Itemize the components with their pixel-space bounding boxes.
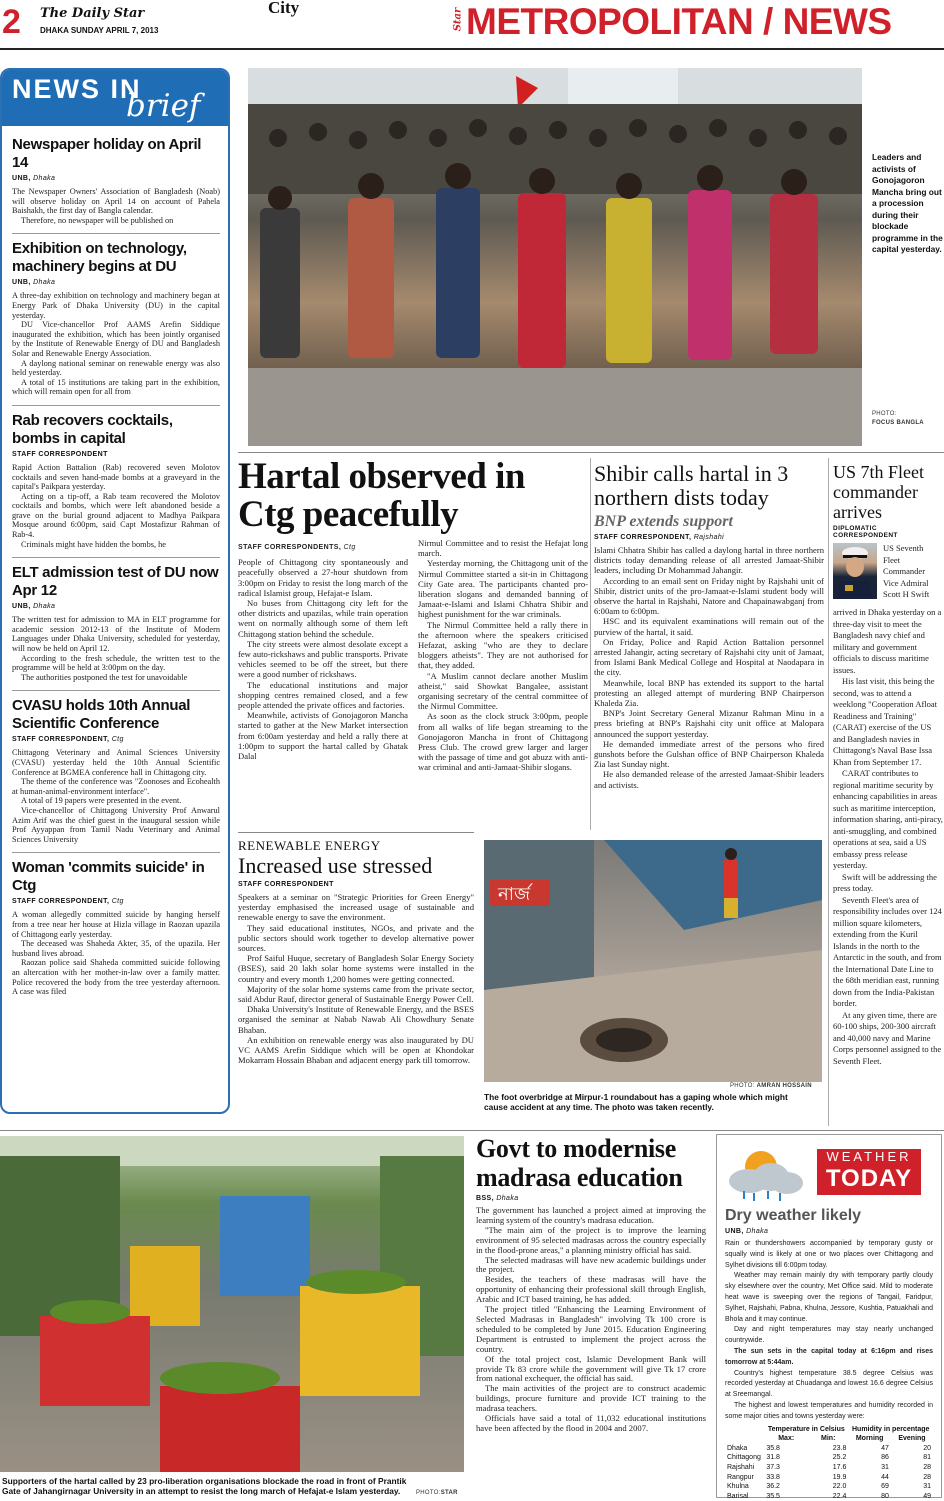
evening-cell: 28 [923, 1463, 931, 1471]
paragraph: According to an email sent on Friday night by Rajshahi unit of Shibir, district units of the pro-Jamaat-e-Islami student body will observe the hartal in Rajshahi, Natore and Chapainawabganj from 6:00am to 6:00pm. [594, 575, 824, 617]
paragraph: "A Muslim cannot declare another Muslim atheist," said Showkat Bangalee, assistant organising secretary of the central committee of the Nirmul Committee. [418, 670, 588, 712]
brief-byline: UNB, [12, 603, 31, 611]
paragraph: "The main aim of the project is to improve the learning environment of 95 selected madrasas across the country especially in the flood-prone areas," a planning ministry official has said. [476, 1224, 706, 1255]
brief-byline: STAFF CORRESPONDENT, [12, 736, 110, 744]
paragraph: On Friday, Police and Rapid Action Battalion personnel arrested Jahangir, acting secretary of Rajshahi city unit of Jamaat, from Islami Bank Medical College and Hospital at Naodapara in the city. [594, 636, 824, 678]
table-group-heading: Temperature in Celsius [767, 1425, 845, 1433]
madrasa-article [476, 1134, 706, 1434]
morning-cell: 86 [881, 1454, 889, 1462]
brief-item [12, 564, 220, 682]
section-banner: METROPOLITAN / NEWS [466, 1, 892, 42]
shibir-subhead: BNP extends support [594, 513, 733, 530]
table-header: Min: [821, 1435, 836, 1443]
brief-item [12, 859, 220, 996]
brief-byline: UNB, [12, 175, 31, 182]
blockade-photo-credit [416, 1490, 458, 1496]
credit-label: PHOTO: [872, 411, 897, 417]
news-in-brief [0, 68, 230, 1114]
min-cell: 22.0 [832, 1483, 847, 1491]
paragraph: People of Chittagong city spontaneously and peacefully observed a 27-hour shutdown from 3:00pm on Friday to resist the long march of the radical Islamist group, Hefajat-e Islam. [238, 557, 408, 598]
credit-label: PHOTO: [416, 1490, 441, 1496]
top-photo-credit [872, 410, 944, 428]
max-cell: 35.8 [766, 1444, 780, 1452]
credit-name: AMRAN HOSSAIN [756, 1083, 812, 1089]
max-cell: 35.5 [766, 1492, 780, 1500]
paragraph: A three-day exhibition on technology and machinery began at Energy Park of Dhaka University (DU) in the capital yesterday. [12, 291, 220, 320]
paragraph: The project titled "Enhancing the Learning Environment of Selected Madrasas in Bangladesh" involving Tk 100 crore is scheduled to be completed by June 2015. Education Engineering Department is entrusted to implement the project across the country. [476, 1304, 706, 1354]
bridge-photo-caption: The foot overbridge at Mirpur-1 roundabout has a gaping whole which might cause accident at any time. The photo was taken recently. [484, 1092, 788, 1112]
wrap-line: Commander [883, 566, 926, 576]
page-number: 2 [2, 3, 21, 41]
blockade-illustration [0, 1136, 464, 1472]
city-cell: Rangpur [727, 1473, 754, 1481]
paragraph: Speakers at a seminar on "Strategic Priorities for Green Energy" yesterday emphasised the increased usage of sustainable and renewable energy to save the environment. [238, 892, 474, 923]
brief-title-a: NEWS IN [12, 74, 142, 104]
paper-name: The Daily Star [40, 6, 145, 21]
paragraph: Weather may remain mainly dry with temporary partly cloudy sky elsewhere over the country, Met Office said. Mild to moderate heat wave is sweeping over the regions of Tangail, Faridpur, Sylhet, Rajshahi, Pabna, Khulna, Jessore, Kushtia, Patuakhali and Bhola and it may continue. [725, 1272, 933, 1323]
brief-item [12, 412, 220, 549]
city-cell: Khulna [727, 1483, 749, 1491]
paragraph: Seventh Fleet's area of responsibility includes over 124 million square kilometers, extending from the Kuril Islands in the north to the Antarctic in the south, and from the International Date Line to the 68th meridian east, running down from the India-Pakistan border. [833, 894, 942, 1008]
brief-place: Ctg [111, 898, 124, 906]
paragraph: The authorities postponed the test for unavoidable [21, 672, 188, 682]
fleet-article [833, 462, 943, 1067]
brief-title-b: brief [126, 88, 201, 124]
fleet-wrap-text [883, 543, 943, 601]
weather-place: Dhaka [746, 1228, 769, 1235]
paragraph: Therefore, no newspaper will be published on [21, 215, 174, 225]
paragraph: The city streets were almost desolate except a few auto-rickshaws and public transports. Private vehicles seemed to be off the street, but there were a good number of rickshaws. [238, 638, 408, 680]
brief-byline: UNB, [12, 279, 31, 287]
renewable-kicker: RENEWABLE ENERGY [238, 838, 381, 853]
city-cell: Barisal [727, 1492, 749, 1500]
divider [12, 557, 220, 558]
evening-cell: 49 [923, 1492, 931, 1500]
paragraph: The theme of the conference was "Zoonoses and Ecohealth at human-animal-environment interface". [12, 777, 220, 796]
hartal-headline: Hartal observed in Ctg peacefully [238, 456, 525, 535]
hartal-place: Ctg [343, 544, 356, 551]
divider [12, 690, 220, 691]
paragraph: arrived in Dhaka yesterday on a three-day visit to meet the Bangladesh navy chief and military and government officials to discuss maritime issues. [833, 607, 942, 675]
dateline: DHAKA SUNDAY APRIL 7, 2013 [40, 26, 159, 35]
shibir-headline: Shibir calls hartal in 3 northern dists today [594, 461, 789, 510]
hartal-byline: STAFF CORRESPONDENTS, [238, 544, 342, 551]
city-cell: Chittagong [727, 1454, 761, 1462]
masthead [0, 0, 944, 50]
hartal-col-2 [418, 538, 588, 773]
blockade-photo-caption: Supporters of the hartal called by 23 pro-liberation organisations blockade the road in front of Prantik Gate of Jahangirnagar University in an attempt to resist the long march of Hefajat-e Islam yesterday. [2, 1476, 407, 1496]
min-cell: 22.4 [832, 1492, 847, 1500]
city-cell: Rajshahi [727, 1463, 755, 1471]
city-cell: Dhaka [727, 1444, 748, 1452]
paragraph: The deceased was Shaheda Akter, 35, of the upazila. Her husband lives abroad. [12, 939, 220, 958]
sun-times: The sun sets in the capital today at 6:16pm and rises tomorrow at 5:44am. [725, 1347, 933, 1366]
brief-item [12, 240, 220, 397]
procession-illustration [248, 68, 862, 446]
paragraph: A woman allegedly committed suicide by hanging herself from a tree near her house at Hizla village in Raozan upazila of Chittagong early yesterday. [12, 910, 220, 939]
admiral-portrait [833, 543, 877, 599]
paragraph: An exhibition on renewable energy was also inaugurated by DU VC AAMS Arefin Siddique which will be open at Khondokar Mokarram Hossain Bhaban and adjacent energy park till tomorrow. [238, 1034, 474, 1066]
paragraph: Raozan police said Shaheda committed suicide following an altercation with her mother-in-law over a family matter. Police recovered the body from the tree yesterday afternoon. A case was filed [12, 958, 220, 997]
section-name: City [268, 0, 300, 17]
weather-header [717, 1135, 941, 1201]
shibir-place: Rajshahi [693, 534, 725, 541]
table-row [725, 1463, 933, 1473]
paragraph: Majority of the solar home systems came from the private sector, said Abdur Rauf, director general of Sustainable Energy Power Cell. [238, 983, 474, 1005]
evening-cell: 20 [923, 1444, 931, 1452]
sun-cloud-icon [723, 1141, 813, 1201]
table-row [725, 1473, 933, 1483]
weather-byline: UNB, [725, 1228, 744, 1235]
paragraph: Acting on a tip-off, a Rab team recovered the Molotov cocktails and bombs, which were left abandoned beside a grave on the burial ground adjacent to Madhya Paikpara Mosque around 6:00pm, said Capt Mostafizur Rahman of Rab-4. [12, 491, 220, 540]
morning-cell: 80 [881, 1492, 889, 1500]
vertical-rule [828, 458, 829, 1126]
paragraph: Officials have said a total of 11,032 educational institutions have been affected by the flood in 2004 and 2007. [476, 1413, 706, 1433]
brief-byline: STAFF CORRESPONDENT [12, 450, 108, 458]
renewable-byline: STAFF CORRESPONDENT [238, 881, 334, 888]
brief-headline: Woman 'commits suicide' in Ctg [12, 859, 205, 895]
weather-banner [817, 1149, 921, 1195]
renewable-headline: Increased use stressed [238, 853, 433, 878]
divider [12, 405, 220, 406]
renewable-article [238, 838, 474, 1065]
max-cell: 36.2 [766, 1483, 780, 1491]
divider [12, 233, 220, 234]
wrap-line: Vice Admiral [883, 577, 929, 588]
table-group-heading: Humidity in percentage [851, 1425, 930, 1433]
paragraph: The educational institutions and major shopping centres remained closed, and a few people attended the private offices and factories. [238, 679, 408, 711]
credit-name: STAR [440, 1490, 458, 1496]
masthead-rule [0, 48, 944, 50]
paragraph: Day and night temperatures may stay nearly unchanged countrywide. [725, 1326, 933, 1345]
paragraph: A total of 15 institutions are taking part in the exhibition, which will remain open for all from [12, 377, 220, 397]
paragraph: Islami Chhatra Shibir has called a daylong hartal in three northern districts today demanding release of all arrested Jamaat-Shibir leaders, including Dr Mohammad Jahangir. [594, 545, 824, 576]
weather-box [716, 1134, 942, 1498]
brief-headline: CVASU holds 10th Annual Scientific Conference [12, 697, 191, 733]
shibir-article [594, 462, 824, 790]
brief-header [2, 70, 228, 126]
shop-sign-text: নার্জ [498, 884, 531, 905]
hartal-article [238, 458, 588, 773]
wrap-line: Scott H Swift [883, 589, 930, 599]
max-cell: 33.8 [766, 1473, 780, 1481]
paragraph: The written test for admission to MA in ELT programme for academic session 2012-13 of the Institute of Modern Languages under Dhaka University, scheduled for yesterday, will now be held on April 12. [12, 615, 220, 654]
paragraph: A total of 19 papers were presented in the event. [21, 796, 182, 806]
paragraph: Prof Saiful Huque, secretary of Bangladesh Solar Energy Society (BSES), said 20 lakh solar home systems were installed in the country and every month 1,200 homes were getting connected. [238, 953, 474, 984]
paragraph: No buses from Chittagong city left for the other districts and upazilas, while train operation went on normally although some of them left Chittagong station behind the schedule. [238, 598, 408, 639]
max-cell: 37.3 [766, 1463, 780, 1471]
divider [0, 1130, 944, 1131]
weather-banner-a: WEATHER [826, 1149, 912, 1164]
brief-place: Dhaka [33, 603, 56, 611]
divider [238, 832, 474, 833]
paragraph: He demanded immediate arrest of the persons who fired gunshots before the Gulshan office of BNP Chairperson Khaleda Zia last Sunday night. [594, 738, 824, 770]
brief-list [2, 126, 228, 997]
brief-item [12, 697, 220, 844]
paragraph: At any given time, there are 60-100 ships, 200-300 aircraft and 40,000 navy and Marine Corps personnel assigned to the Seventh Fleet. [833, 1009, 942, 1066]
paragraph: Vice-chancellor of Chittagong University Prof Anwarul Azim Arif was the chief guest in the inaugural session while Prof Ayyappan from Tamil Nadu Veterinary and Animal Sciences University [12, 805, 220, 844]
paragraph: They said educational institutes, NGOs, and private and the public sectors should work together to develop alternative power sources. [238, 922, 474, 954]
paragraph: He also demanded release of the arrested Jamaat-Shibir leaders and activists. [594, 769, 824, 790]
morning-cell: 31 [881, 1463, 889, 1471]
table-header: Evening [898, 1435, 926, 1443]
paragraph: A daylong national seminar on renewable energy was also held yesterday. [12, 358, 220, 378]
brief-headline: Newspaper holiday on April 14 [12, 136, 202, 171]
paragraph: The government has launched a project aimed at improving the learning system of the country's madrasa education. [476, 1205, 706, 1225]
brief-headline: Exhibition on technology, machinery begins at DU [12, 240, 187, 276]
credit-label: PHOTO: [730, 1083, 755, 1089]
star-logo: Star [452, 7, 464, 32]
paragraph: The highest and lowest temperatures and humidity recorded in some major cities and towns yesterday were: [725, 1401, 933, 1420]
hartal-col-1 [238, 540, 408, 773]
paragraph: Meanwhile, local BNP has extended its support to the hartal protesting an alleged attempt of murdering BNP Chairperson Khaleda Zia. [594, 677, 824, 709]
morning-cell: 47 [881, 1444, 889, 1452]
fleet-headline: US 7th Fleet commander arrives [833, 462, 925, 522]
paragraph: BNP's Joint Secretary General Mizanur Rahman Minu in a press briefing at BNP's Rajshahi city unit office at Malopara announced the support yesterday. [594, 708, 824, 739]
max-cell: 31.8 [766, 1454, 780, 1462]
paragraph: Meanwhile, activists of Gonojagoron Mancha started to gather at the New Market intersection from 6:00am yesterday and held a rally there at 1:00pm to support the hartal called by Ghatak Dalal [238, 710, 408, 762]
paragraph: Of the total project cost, Islamic Development Bank will provide Tk 83 crore while the government will give Tk 17 crore from national exchequer, the official has said. [476, 1353, 706, 1384]
min-cell: 23.8 [832, 1444, 847, 1452]
procession-photo [248, 68, 862, 446]
min-cell: 17.6 [832, 1463, 847, 1471]
brief-place: Dhaka [33, 175, 56, 182]
min-cell: 19.9 [832, 1473, 847, 1481]
fleet-wrap [833, 543, 943, 607]
paragraph: The Nirmul Committee held a rally there in the afternoon where the speakers criticised Hefazat, asking "who are they to declare bloggers atheists". They are not authorised for that, they added. [418, 619, 588, 671]
paragraph: Besides, the teachers of these madrasas will have the opportunity of enhancing their professional skill through English, Arabic and ICT based training, he has added. [476, 1274, 706, 1305]
paragraph: As soon as the clock struck 3:00pm, people from all walks of life began streaming to the Gonojagoron Mancha in front of Chittagong Press Club. The crowd grew larger and larger with the passage of time and got abuzz with anti-war criminal and anti-Jamaat-Shibir slogans. [418, 711, 588, 773]
morning-cell: 69 [881, 1483, 889, 1491]
table-header: Max: [778, 1435, 795, 1443]
table-row [725, 1453, 933, 1463]
brief-byline: STAFF CORRESPONDENT, [12, 898, 110, 906]
admiral-illustration [833, 543, 877, 599]
top-photo-caption: Leaders and activists of Gonojagoron Mancha bring out a procession during their blockade programme in the capital yesterday. [872, 152, 943, 254]
paragraph: The selected madrasas will have new academic buildings under the project. [476, 1254, 706, 1275]
brief-headline: ELT admission test of DU now Apr 12 [12, 564, 219, 600]
paragraph: Chittagong Veterinary and Animal Sciences University (CVASU) yesterday held the 10th Annual Scientific Conference at BGMEA conference hall in Chittagong city. [12, 748, 220, 777]
shibir-byline: STAFF CORRESPONDENT, [594, 534, 692, 541]
paragraph: Swift will be addressing the press today. [833, 871, 937, 893]
blockade-photo [0, 1136, 464, 1472]
weather-body [717, 1207, 941, 1501]
weather-table [725, 1425, 933, 1501]
madrasa-headline: Govt to modernise madrasa education [476, 1134, 683, 1192]
evening-cell: 31 [923, 1483, 931, 1491]
paragraph: CARAT contributes to regional maritime security by enhancing capabilities in areas such as maritime interception, information sharing, anti-piracy, anti-smuggling, and combined operations at sea, said a US embassy press release yesterday. [833, 768, 943, 870]
bridge-photo-credit [730, 1083, 812, 1089]
paragraph: Rapid Action Battalion (Rab) recovered seven Molotov cocktails and seven hand-made bombs at a graveyard in the capital's Paikpara yesterday. [12, 462, 220, 492]
bridge-photo [484, 840, 822, 1082]
brief-place: Ctg [111, 736, 124, 744]
weather-headline: Dry weather likely [725, 1207, 862, 1224]
brief-headline: Rab recovers cocktails, bombs in capital [12, 411, 173, 447]
evening-cell: 81 [923, 1454, 931, 1462]
paragraph: DU Vice-chancellor Prof AAMS Arefin Siddique inaugurated the exhibition, which has been jointly organised by the Institute of Renewable Energy of DU and Bangladesh Solar and Renewable Energy Association. [12, 320, 220, 358]
morning-cell: 44 [881, 1473, 889, 1481]
wrap-line: Fleet [883, 554, 900, 565]
madrasa-place: Dhaka [496, 1195, 519, 1202]
brief-place: Dhaka [33, 279, 56, 287]
paragraph: Country's highest temperature 38.5 degree Celsius was recorded yesterday at Chuadanga and lowest 16.6 degree Celsius at Sreemangal. [725, 1369, 933, 1399]
madrasa-byline: BSS, [476, 1195, 494, 1202]
paragraph: Dhaka University's Institute of Renewable Energy, and the BSES organised the seminar at Nabab Nawab Ali Chowdhury Senate Bhaban. [238, 1004, 474, 1035]
divider [238, 452, 944, 453]
paragraph: HSC and its equivalent examinations will remain out of the purview of the hartal, it said. [594, 616, 824, 637]
fleet-byline: DIPLOMATIC CORRESPONDENT [833, 525, 898, 539]
bridge-illustration [484, 840, 822, 1082]
divider [12, 852, 220, 853]
weather-banner-b: TODAY [825, 1165, 913, 1192]
paragraph: The Newspaper Owners' Association of Bangladesh (Noab) will observe holiday on April 14 on account of Pahela Baishakh, the first day of Bangla calendar. [12, 187, 220, 216]
credit-name: FOCUS BANGLA [872, 420, 924, 426]
table-header: Morning [855, 1435, 884, 1443]
paragraph: The main activities of the project are to construct academic buildings, procure furniture and provide ICT training to the madrasa teachers. [476, 1383, 706, 1414]
brief-item [12, 136, 220, 225]
paragraph: Nirmul Committee and to resist the Hefajat long march. [418, 538, 588, 559]
paragraph: Yesterday morning, the Chittagong unit of the Nirmul Committee started a sit-in in Chittagong City Gate area. The participants chanted pro-liberation slogans and demanded banning of Jamaat-e-Islami and Islami Chhatra Shibir and highest punishment for the war criminals. [418, 558, 588, 620]
evening-cell: 28 [923, 1473, 931, 1481]
table-row [725, 1482, 933, 1492]
vertical-rule [590, 458, 591, 830]
wrap-line: US Seventh [883, 543, 924, 553]
paragraph: According to the fresh schedule, the written test to the programme will be held at 3:00pm on the day. [12, 653, 220, 673]
paragraph: His last visit, this being the second, was to attend a weeklong "Cooperation Afloat Readiness and Training" (CARAT) exercise of the US and Bangladesh navies in Chittagong's Naval Base Issa Khan from September 17. [833, 676, 938, 767]
paragraph: Rain or thundershowers accompanied by temporary gusty or squally wind is likely at one or two places over Chittagong and Sylhet divisions till 6:00pm today. [725, 1240, 933, 1269]
min-cell: 25.2 [832, 1454, 847, 1462]
table-row [725, 1444, 933, 1454]
paragraph: Criminals might have hidden the bombs, he [21, 539, 166, 549]
